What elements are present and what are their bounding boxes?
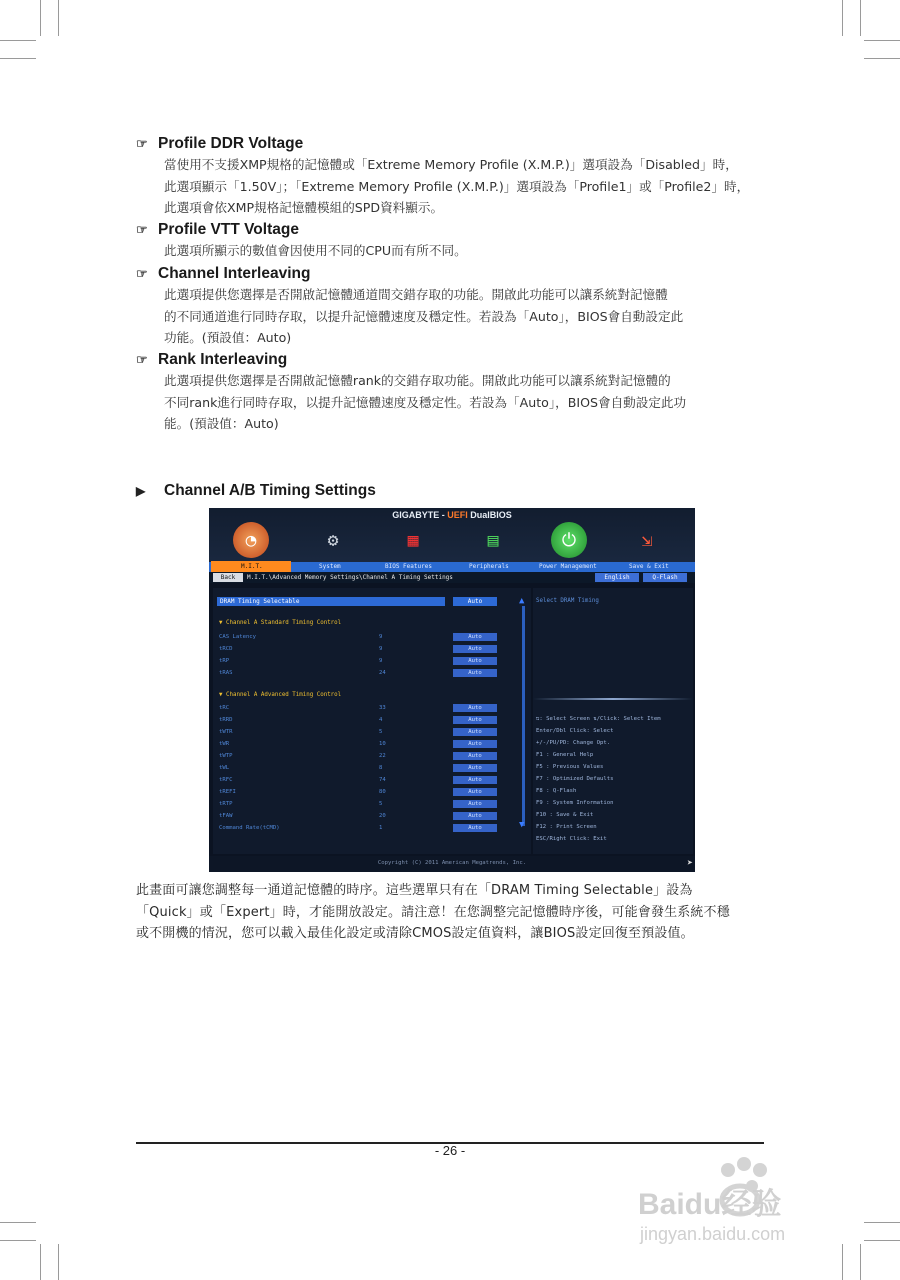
timing-value: 74 (379, 777, 386, 783)
section-heading (136, 265, 776, 283)
brand-uefi: UEFI (447, 510, 468, 520)
main-heading (136, 482, 776, 500)
help-key-line: F7 : Optimized Defaults (536, 776, 614, 782)
mouse-cursor-icon: ➤ (687, 858, 694, 869)
timing-setting-button[interactable]: Auto (453, 740, 497, 748)
timing-name[interactable]: tWTR (219, 729, 233, 735)
timing-value: 33 (379, 705, 386, 711)
body-line: 的不同通道進行同時存取，以提升記憶體速度及穩定性。若設為「Auto」，BIOS會自動設定此 (164, 308, 684, 324)
timing-setting-button[interactable]: Auto (453, 812, 497, 820)
timing-value: 24 (379, 670, 386, 676)
bios-brand (209, 510, 695, 520)
crop-mark (864, 40, 900, 41)
section-profile-ddr-voltage (136, 135, 776, 219)
section-title: Profile DDR Voltage (158, 135, 304, 152)
timing-value: 4 (379, 717, 383, 723)
section-heading (136, 135, 776, 153)
caption-line: 「Quick」或「Expert」時，才能開放設定。請注意！在您調整完記憶體時序後，可能會發生系統不穩 (136, 904, 730, 920)
timing-setting-button[interactable]: Auto (453, 645, 497, 653)
help-key-line: +/-/PU/PD: Change Opt. (536, 740, 611, 746)
timing-value: 8 (379, 765, 383, 771)
timing-setting-button[interactable]: Auto (453, 788, 497, 796)
timing-value: 20 (379, 813, 386, 819)
breadcrumb: M.I.T.\Advanced Memory Settings\Channel A Timing Settings (247, 574, 453, 581)
help-key-line: F9 : System Information (536, 800, 614, 806)
caption (136, 880, 764, 945)
timing-setting-button[interactable]: Auto (453, 704, 497, 712)
timing-setting-button[interactable]: Auto (453, 669, 497, 677)
standard-timing-header: ▼ Channel A Standard Timing Control (219, 620, 342, 626)
crop-mark (0, 1222, 36, 1223)
tab-system[interactable]: System (319, 563, 341, 570)
timing-name[interactable]: tFAW (219, 813, 233, 819)
timing-value: 5 (379, 801, 383, 807)
timing-setting-button[interactable]: Auto (453, 657, 497, 665)
power-icon[interactable]: ⏻ (551, 522, 587, 558)
hand-pointer-icon: ☞ (136, 352, 148, 367)
chip-icon[interactable]: ▦ (407, 529, 419, 551)
section-rank-interleaving (136, 351, 776, 435)
hand-pointer-icon: ☞ (136, 222, 148, 237)
hand-pointer-icon: ☞ (136, 136, 148, 151)
timing-name[interactable]: tRP (219, 658, 230, 664)
tab-mit[interactable]: M.I.T. (241, 563, 263, 570)
section-title: Channel Interleaving (158, 265, 311, 282)
brand-dualbios: DualBIOS (467, 510, 512, 520)
body-line: 此選項會依XMP規格記憶體模組的SPD資料顯示。 (164, 200, 444, 215)
bios-screenshot (209, 508, 695, 872)
crop-mark (0, 40, 36, 41)
timing-value: 10 (379, 741, 386, 747)
timing-value: 9 (379, 634, 383, 640)
advanced-timing-header: ▼ Channel A Advanced Timing Control (219, 692, 342, 698)
triangle-right-icon: ▶ (136, 484, 146, 498)
page-number: - 26 - (434, 1143, 466, 1158)
tab-bios-features[interactable]: BIOS Features (385, 563, 432, 570)
main-heading-block (136, 482, 776, 500)
timing-name[interactable]: tRRD (219, 717, 233, 723)
timing-value: 9 (379, 658, 383, 664)
timing-setting-button[interactable]: Auto (453, 776, 497, 784)
section-title: Profile VTT Voltage (158, 221, 299, 238)
section-profile-vtt-voltage (136, 221, 776, 262)
timing-value: 80 (379, 789, 386, 795)
timing-name[interactable]: tRFC (219, 777, 233, 783)
help-key-line: F8 : Q-Flash (536, 788, 577, 794)
section-body (164, 370, 776, 435)
timing-name[interactable]: tWTP (219, 753, 233, 759)
dram-timing-selectable-value[interactable]: Auto (453, 597, 497, 606)
help-key-line: ESC/Right Click: Exit (536, 836, 607, 842)
crop-mark (842, 0, 843, 36)
body-line: 此選項提供您選擇是否開啟記憶體rank的交錯存取功能。開啟此功能可以讓系統對記憶體的 (164, 373, 671, 388)
help-key-line: F10 : Save & Exit (536, 812, 594, 818)
crop-mark (864, 1240, 900, 1241)
main-heading-text: Channel A/B Timing Settings (164, 482, 376, 499)
caption-line: 此畫面可讓您調整每一通道記憶體的時序。這些選單只有在「DRAM Timing Selectable」設為 (136, 883, 693, 898)
help-title: Select DRAM Timing (536, 598, 599, 604)
timing-setting-button[interactable]: Auto (453, 764, 497, 772)
help-key-line: F5 : Previous Values (536, 764, 604, 770)
watermark-brand: Baidu经验 (638, 1188, 782, 1221)
gear-icon[interactable]: ⚙ (327, 529, 339, 551)
help-key-line: F1 : General Help (536, 752, 594, 758)
brand-gigabyte: GIGABYTE - (392, 510, 448, 520)
caption-line: 或不開機的情況，您可以載入最佳化設定或清除CMOS設定值資料，讓BIOS設定回復至預設值。 (136, 926, 694, 941)
timing-name[interactable]: tRCD (219, 646, 233, 652)
timing-name[interactable]: tRAS (219, 670, 233, 676)
timing-setting-button[interactable]: Auto (453, 716, 497, 724)
timing-name[interactable]: tRTP (219, 801, 233, 807)
exit-door-icon[interactable]: ⇲ (641, 529, 653, 551)
body-line: 此選項顯示「1.50V」；「Extreme Memory Profile (X.M.P.)」選項設為「Profile1」或「Profile2」時， (164, 178, 750, 194)
crop-mark (58, 1244, 59, 1280)
dram-timing-selectable-row[interactable]: DRAM Timing Selectable (217, 597, 445, 606)
body-line: 功能。(預設值：Auto) (164, 330, 292, 345)
scrollbar[interactable] (522, 606, 525, 826)
bios-footer: Copyright (C) 2011 American Megatrends, Inc. (209, 856, 695, 872)
crop-mark (864, 1222, 900, 1223)
timing-setting-button[interactable]: Auto (453, 752, 497, 760)
timing-setting-button[interactable]: Auto (453, 824, 497, 832)
body-line: 此選項提供您選擇是否開啟記憶體通道間交錯存取的功能。開啟此功能可以讓系統對記憶體 (164, 287, 668, 302)
scroll-down-arrow-icon[interactable]: ▼ (519, 820, 525, 830)
crop-mark (58, 0, 59, 36)
tab-power-management[interactable]: Power Management (539, 563, 597, 570)
section-title: Rank Interleaving (158, 351, 288, 368)
back-button[interactable]: Back (213, 573, 243, 582)
speedometer-icon[interactable]: ◔ (233, 522, 269, 558)
tab-save-exit[interactable]: Save & Exit (629, 563, 669, 570)
body-line: 當使用不支援XMP規格的記憶體或「Extreme Memory Profile (X.M.P.)」選項設為「Disabled」時， (164, 157, 738, 172)
timing-name[interactable]: tWR (219, 741, 230, 747)
scroll-up-arrow-icon[interactable]: ▲ (519, 596, 525, 606)
tab-peripherals[interactable]: Peripherals (469, 563, 509, 570)
timing-name[interactable]: CAS Latency (219, 634, 257, 640)
peripherals-icon[interactable]: ▤ (487, 529, 499, 551)
crop-mark (0, 1240, 36, 1241)
timing-setting-button[interactable]: Auto (453, 800, 497, 808)
section-body (164, 154, 776, 219)
timing-value: 5 (379, 729, 383, 735)
body-line: 此選項所顯示的數值會因使用不同的CPU而有所不同。 (164, 243, 467, 258)
help-key-line: F12 : Print Screen (536, 824, 597, 830)
section-body (164, 240, 776, 262)
help-key-line: ⇆: Select Screen ⇅/Click: Select Item (536, 716, 661, 722)
crop-mark (842, 1244, 843, 1280)
section-body (164, 284, 776, 349)
timing-name[interactable]: tREFI (219, 789, 236, 795)
timing-setting-button[interactable]: Auto (453, 633, 497, 641)
crop-mark (864, 58, 900, 59)
section-heading (136, 221, 776, 239)
body-line: 不同rank進行同時存取，以提升記憶體速度及穩定性。若設為「Auto」，BIOS會自動設定此功 (164, 394, 687, 410)
crop-mark (860, 0, 861, 36)
section-channel-interleaving (136, 265, 776, 349)
body-line: 能。(預設值：Auto) (164, 416, 279, 431)
watermark-url: jingyan.baidu.com (640, 1224, 786, 1244)
baidu-watermark (636, 1156, 856, 1248)
timing-value: 22 (379, 753, 386, 759)
language-button[interactable]: English (595, 573, 639, 582)
section-heading (136, 351, 776, 369)
crop-mark (40, 0, 41, 36)
crop-mark (40, 1244, 41, 1280)
crop-mark (0, 58, 36, 59)
timing-name[interactable]: tRC (219, 705, 230, 711)
hand-pointer-icon: ☞ (136, 266, 148, 281)
timing-value: 1 (379, 825, 383, 831)
timing-name[interactable]: tWL (219, 765, 230, 771)
help-separator (533, 698, 693, 700)
crop-mark (860, 1244, 861, 1280)
timing-value: 9 (379, 646, 383, 652)
qflash-button[interactable]: Q-Flash (643, 573, 687, 582)
timing-name[interactable]: Command Rate(tCMD) (219, 825, 280, 831)
timing-setting-button[interactable]: Auto (453, 728, 497, 736)
help-key-line: Enter/Dbl Click: Select (536, 728, 614, 734)
